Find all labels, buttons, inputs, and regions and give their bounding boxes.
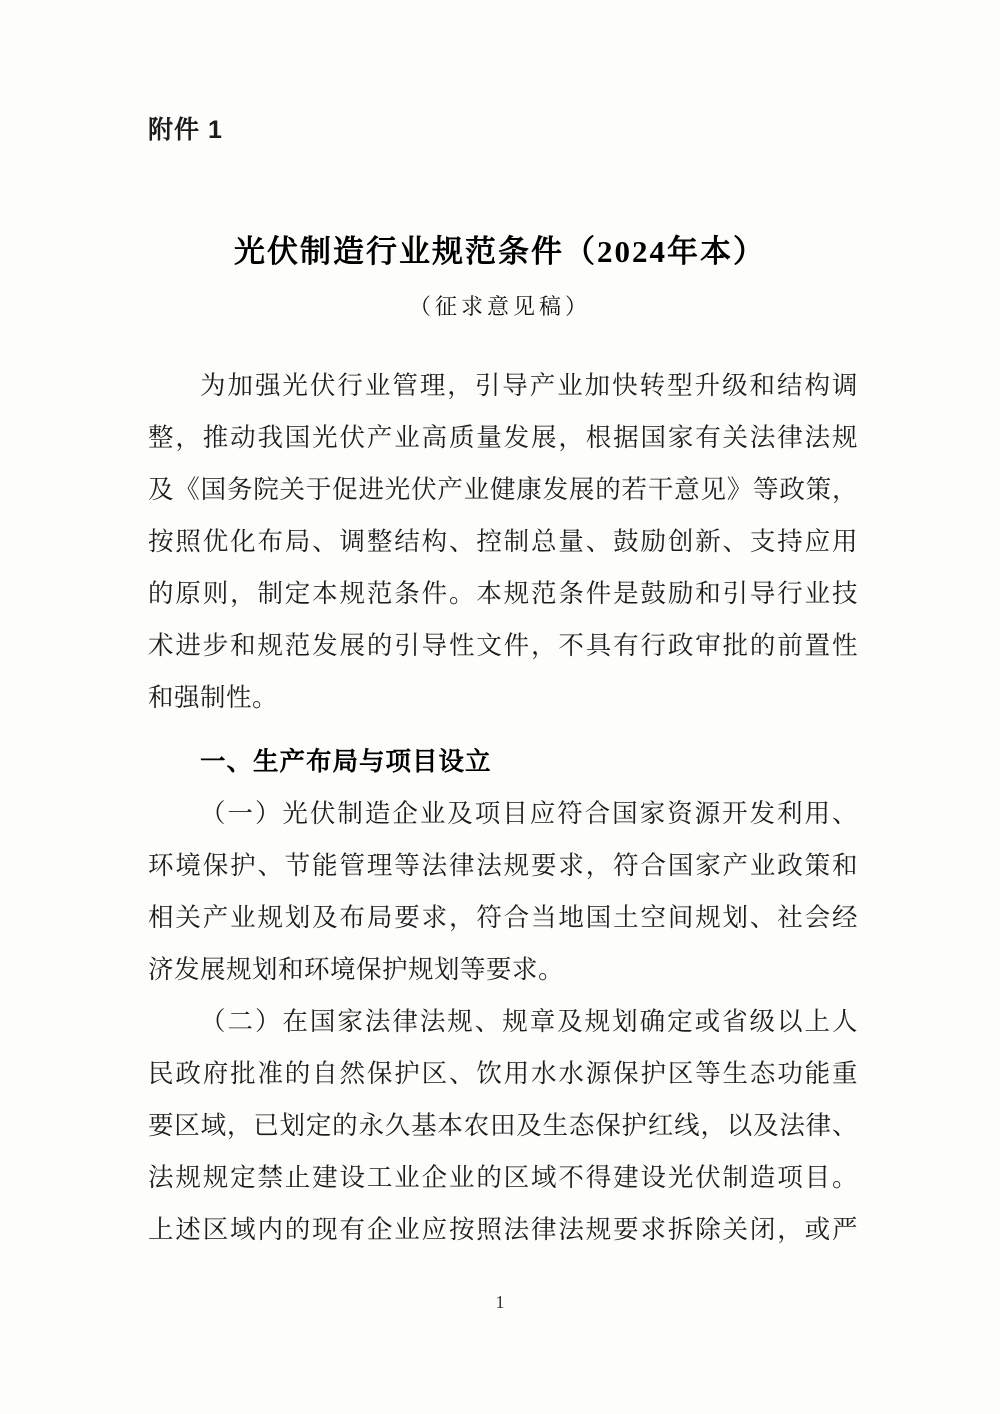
text-line: 及《国务院关于促进光伏产业健康发展的若干意见》等政策， bbox=[148, 475, 858, 504]
text-line: 法规规定禁止建设工业企业的区域不得建设光伏制造项目。 bbox=[148, 1163, 858, 1192]
page-number: 1 bbox=[495, 1292, 505, 1312]
text-line: 济发展规划和环境保护规划等要求。 bbox=[148, 955, 565, 984]
document-subtitle: （征求意见稿） bbox=[408, 294, 591, 319]
attachment-label: 附件 1 bbox=[148, 116, 223, 144]
document-title: 光伏制造行业规范条件（2024年本） bbox=[234, 234, 766, 269]
text-line: 的原则，制定本规范条件。本规范条件是鼓励和引导行业技 bbox=[148, 579, 858, 608]
text-line: 要区域，已划定的永久基本农田及生态保护红线，以及法律、 bbox=[148, 1111, 858, 1140]
section-heading: 一、生产布局与项目设立 bbox=[200, 748, 492, 776]
document-body bbox=[148, 360, 858, 1256]
text-line: 上述区域内的现有企业应按照法律法规要求拆除关闭，或严 bbox=[148, 1215, 858, 1244]
text-line: 和强制性。 bbox=[148, 683, 279, 712]
text-line: 按照优化布局、调整结构、控制总量、鼓励创新、支持应用 bbox=[148, 527, 858, 556]
text-line: （二）在国家法律法规、规章及规划确定或省级以上人 bbox=[200, 1007, 858, 1036]
text-line: 术进步和规范发展的引导性文件，不具有行政审批的前置性 bbox=[148, 631, 858, 660]
text-line: 民政府批准的自然保护区、饮用水水源保护区等生态功能重 bbox=[148, 1059, 858, 1088]
text-line: 为加强光伏行业管理，引导产业加快转型升级和结构调 bbox=[200, 371, 858, 400]
text-line: 环境保护、节能管理等法律法规要求，符合国家产业政策和 bbox=[148, 851, 858, 880]
text-line: （一）光伏制造企业及项目应符合国家资源开发利用、 bbox=[200, 799, 858, 828]
text-line: 整，推动我国光伏产业高质量发展，根据国家有关法律法规 bbox=[148, 423, 858, 452]
text-line: 相关产业规划及布局要求，符合当地国土空间规划、社会经 bbox=[148, 903, 858, 932]
